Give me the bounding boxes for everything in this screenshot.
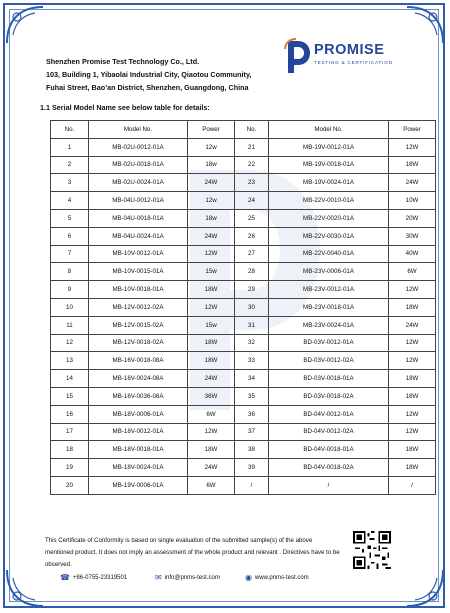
cell-no-left: 2 (51, 156, 89, 174)
table-row (51, 316, 436, 334)
cell-no-right: 38 (235, 441, 269, 459)
table-row (51, 138, 436, 156)
cell-power-right: 24W (389, 316, 436, 334)
cell-no-right: 25 (235, 209, 269, 227)
cell-power-right: 30W (389, 227, 436, 245)
table-row (51, 370, 436, 388)
cell-model-left: MB-02U-0024-01A (89, 174, 188, 192)
table-row (51, 459, 436, 477)
cell-model-left: MB-18V-0018-01A (89, 441, 188, 459)
corner-ornament-bottom-right (405, 568, 445, 608)
cell-model-right: MB-23V-0024-01A (269, 316, 389, 334)
cell-no-right: 29 (235, 281, 269, 299)
cell-model-right: BD-04V-0012-02A (269, 423, 389, 441)
cell-model-left: MB-10V-0015-01A (89, 263, 188, 281)
header-no-left: No. (51, 121, 89, 139)
cell-power-left: 18W (188, 441, 235, 459)
header-power-right: Power (389, 121, 436, 139)
cell-model-right: MB-22V-0010-01A (269, 192, 389, 210)
cell-no-right: 31 (235, 316, 269, 334)
table-row (51, 174, 436, 192)
header-model-left: Model No. (89, 121, 188, 139)
cell-power-left: 18W (188, 281, 235, 299)
cell-model-right: MB-22V-0030-01A (269, 227, 389, 245)
table-row (51, 245, 436, 263)
table-row (51, 156, 436, 174)
cell-model-right: BD-04V-0018-01A (269, 441, 389, 459)
cell-no-left: 12 (51, 334, 89, 352)
cell-power-left: 24W (188, 227, 235, 245)
cell-power-right: 24W (389, 174, 436, 192)
cell-power-right: 12W (389, 334, 436, 352)
logo-name: PROMISE (314, 42, 385, 58)
cell-no-right: / (235, 476, 269, 494)
cell-power-right: 12W (389, 423, 436, 441)
cell-model-left: MB-10V-0018-01A (89, 281, 188, 299)
cell-no-left: 6 (51, 227, 89, 245)
table-row (51, 441, 436, 459)
cell-no-right: 26 (235, 227, 269, 245)
cell-power-left: 18w (188, 209, 235, 227)
cell-no-right: 35 (235, 387, 269, 405)
cell-no-left: 16 (51, 405, 89, 423)
cell-no-left: 11 (51, 316, 89, 334)
cell-model-left: MB-18V-0006-01A (89, 405, 188, 423)
cell-no-right: 23 (235, 174, 269, 192)
corner-ornament-top-left (5, 5, 45, 45)
cell-no-right: 32 (235, 334, 269, 352)
email-address[interactable]: info@pnms-test.com (164, 574, 220, 581)
cell-power-left: 24W (188, 370, 235, 388)
cell-model-right: MB-22V-0020-01A (269, 209, 389, 227)
section-title: 1.1 Serial Model Name see below table for details: (40, 103, 210, 112)
cell-power-right: 18W (389, 387, 436, 405)
cell-power-right: / (389, 476, 436, 494)
cell-model-right: MB-19V-0024-01A (269, 174, 389, 192)
table-row (51, 227, 436, 245)
cell-power-right: 12W (389, 281, 436, 299)
company-header (46, 55, 251, 94)
cell-power-right: 18W (389, 459, 436, 477)
corner-ornament-bottom-left (5, 568, 45, 608)
address-line-1: 103, Building 1, Yibaolai Industrial City, Qiaotou Community, (46, 70, 252, 79)
cell-power-left: 18w (188, 156, 235, 174)
website-link[interactable]: www.pnms-test.com (254, 574, 309, 581)
table-row (51, 405, 436, 423)
cell-no-right: 24 (235, 192, 269, 210)
cell-no-left: 18 (51, 441, 89, 459)
cell-no-left: 3 (51, 174, 89, 192)
cell-model-right: MB-23V-0012-01A (269, 281, 389, 299)
header-model-right: Model No. (269, 121, 389, 139)
cell-power-left: 24W (188, 174, 235, 192)
cell-no-left: 10 (51, 298, 89, 316)
table-row (51, 387, 436, 405)
cell-model-left: MB-04U-0018-01A (89, 209, 188, 227)
cell-no-right: 37 (235, 423, 269, 441)
cell-model-left: MB-12V-0018-02A (89, 334, 188, 352)
cell-power-right: 10W (389, 192, 436, 210)
cell-power-left: 6W (188, 405, 235, 423)
logo-tagline: TESTING & CERTIFICATION (314, 60, 393, 65)
address-line-2: Fuhai Street, Bao’an District, Shenzhen, Guangdong, China (46, 83, 249, 92)
cell-model-right: BD-03V-0018-02A (269, 387, 389, 405)
cell-no-right: 36 (235, 405, 269, 423)
cell-model-right: MB-22V-0040-01A (269, 245, 389, 263)
cell-power-right: 12W (389, 405, 436, 423)
phone-number: +86-0755-23319501 (72, 574, 128, 581)
cell-no-left: 20 (51, 476, 89, 494)
cell-no-left: 19 (51, 459, 89, 477)
cell-no-left: 17 (51, 423, 89, 441)
cell-no-left: 1 (51, 138, 89, 156)
cell-power-right: 18W (389, 156, 436, 174)
cell-model-right: MB-23V-0018-01A (269, 298, 389, 316)
cell-no-right: 28 (235, 263, 269, 281)
cell-power-left: 12W (188, 298, 235, 316)
cell-no-right: 22 (235, 156, 269, 174)
cell-no-left: 8 (51, 263, 89, 281)
cell-no-left: 13 (51, 352, 89, 370)
cell-power-right: 20W (389, 209, 436, 227)
cell-power-right: 40W (389, 245, 436, 263)
cell-model-left: MB-18V-0012-01A (89, 423, 188, 441)
cell-model-left: MB-02U-0012-01A (89, 138, 188, 156)
promise-logo-icon (282, 37, 312, 75)
cell-power-right: 18W (389, 441, 436, 459)
conformity-disclaimer: This Certificate of Conformity is based on single evaluation of the submitted sample(s) of the above mentioned product. It does not imply an assessment of the whole product and relevant . Directives have to be observed. (45, 537, 340, 568)
cell-no-left: 5 (51, 209, 89, 227)
cell-model-left: MB-04U-0024-01A (89, 227, 188, 245)
cell-power-right: 6W (389, 263, 436, 281)
cell-power-right: 18W (389, 370, 436, 388)
cell-model-left: MB-04U-0012-01A (89, 192, 188, 210)
table-body (51, 138, 436, 494)
contact-phone (60, 573, 127, 582)
table-row (51, 298, 436, 316)
cell-power-right: 12W (389, 138, 436, 156)
qr-code-icon (353, 531, 391, 569)
cell-no-right: 21 (235, 138, 269, 156)
cell-power-left: 15w (188, 316, 235, 334)
cell-model-right: BD-03V-0012-01A (269, 334, 389, 352)
cell-model-right: BD-04V-0012-01A (269, 405, 389, 423)
cell-model-left: MB-10V-0012-01A (89, 245, 188, 263)
cell-power-left: 6W (188, 476, 235, 494)
cell-no-right: 34 (235, 370, 269, 388)
table-row (51, 476, 436, 494)
contact-email (155, 573, 220, 582)
email-icon: ✉ (155, 573, 162, 582)
cell-model-left: MB-16V-0024-08A (89, 370, 188, 388)
cell-model-right: MB-19V-0018-01A (269, 156, 389, 174)
cell-model-left: MB-12V-0012-02A (89, 298, 188, 316)
company-name: Shenzhen Promise Test Technology Co., Ltd. (46, 57, 200, 66)
cell-power-right: 18W (389, 298, 436, 316)
cell-no-right: 27 (235, 245, 269, 263)
table-row (51, 281, 436, 299)
table-header-row (51, 121, 436, 139)
cell-model-right: MB-23V-0006-01A (269, 263, 389, 281)
cell-no-left: 14 (51, 370, 89, 388)
cell-power-left: 12W (188, 423, 235, 441)
cell-power-left: 12w (188, 192, 235, 210)
cell-model-left: MB-16V-0036-08A (89, 387, 188, 405)
cell-power-left: 24W (188, 459, 235, 477)
cell-power-left: 15w (188, 263, 235, 281)
cell-power-left: 12w (188, 138, 235, 156)
table-row (51, 352, 436, 370)
cell-no-left: 15 (51, 387, 89, 405)
contact-website (245, 573, 309, 582)
model-table (50, 120, 436, 495)
cell-model-left: MB-12V-0015-02A (89, 316, 188, 334)
cell-no-left: 9 (51, 281, 89, 299)
table-row (51, 192, 436, 210)
cell-model-right: BD-03V-0012-02A (269, 352, 389, 370)
cell-no-right: 30 (235, 298, 269, 316)
cell-model-right: / (269, 476, 389, 494)
cell-model-right: BD-03V-0018-01A (269, 370, 389, 388)
cell-model-left: MB-18V-0024-01A (89, 459, 188, 477)
globe-icon: ◉ (245, 573, 252, 582)
cell-model-right: MB-19V-0012-01A (269, 138, 389, 156)
cell-model-left: MB-19V-0006-01A (89, 476, 188, 494)
cell-no-left: 7 (51, 245, 89, 263)
cell-power-left: 18W (188, 334, 235, 352)
header-no-right: No. (235, 121, 269, 139)
cell-power-left: 18W (188, 352, 235, 370)
cell-no-right: 39 (235, 459, 269, 477)
table-row (51, 334, 436, 352)
cell-model-right: BD-04V-0018-02A (269, 459, 389, 477)
cell-no-right: 33 (235, 352, 269, 370)
cell-no-left: 4 (51, 192, 89, 210)
corner-ornament-top-right (405, 5, 445, 45)
table-row (51, 423, 436, 441)
cell-model-left: MB-16V-0018-08A (89, 352, 188, 370)
table-row (51, 263, 436, 281)
cell-power-left: 36W (188, 387, 235, 405)
header-power-left: Power (188, 121, 235, 139)
table-row (51, 209, 436, 227)
cell-power-left: 12W (188, 245, 235, 263)
phone-icon: ☎ (60, 573, 70, 582)
cell-power-right: 12W (389, 352, 436, 370)
cell-model-left: MB-02U-0018-01A (89, 156, 188, 174)
